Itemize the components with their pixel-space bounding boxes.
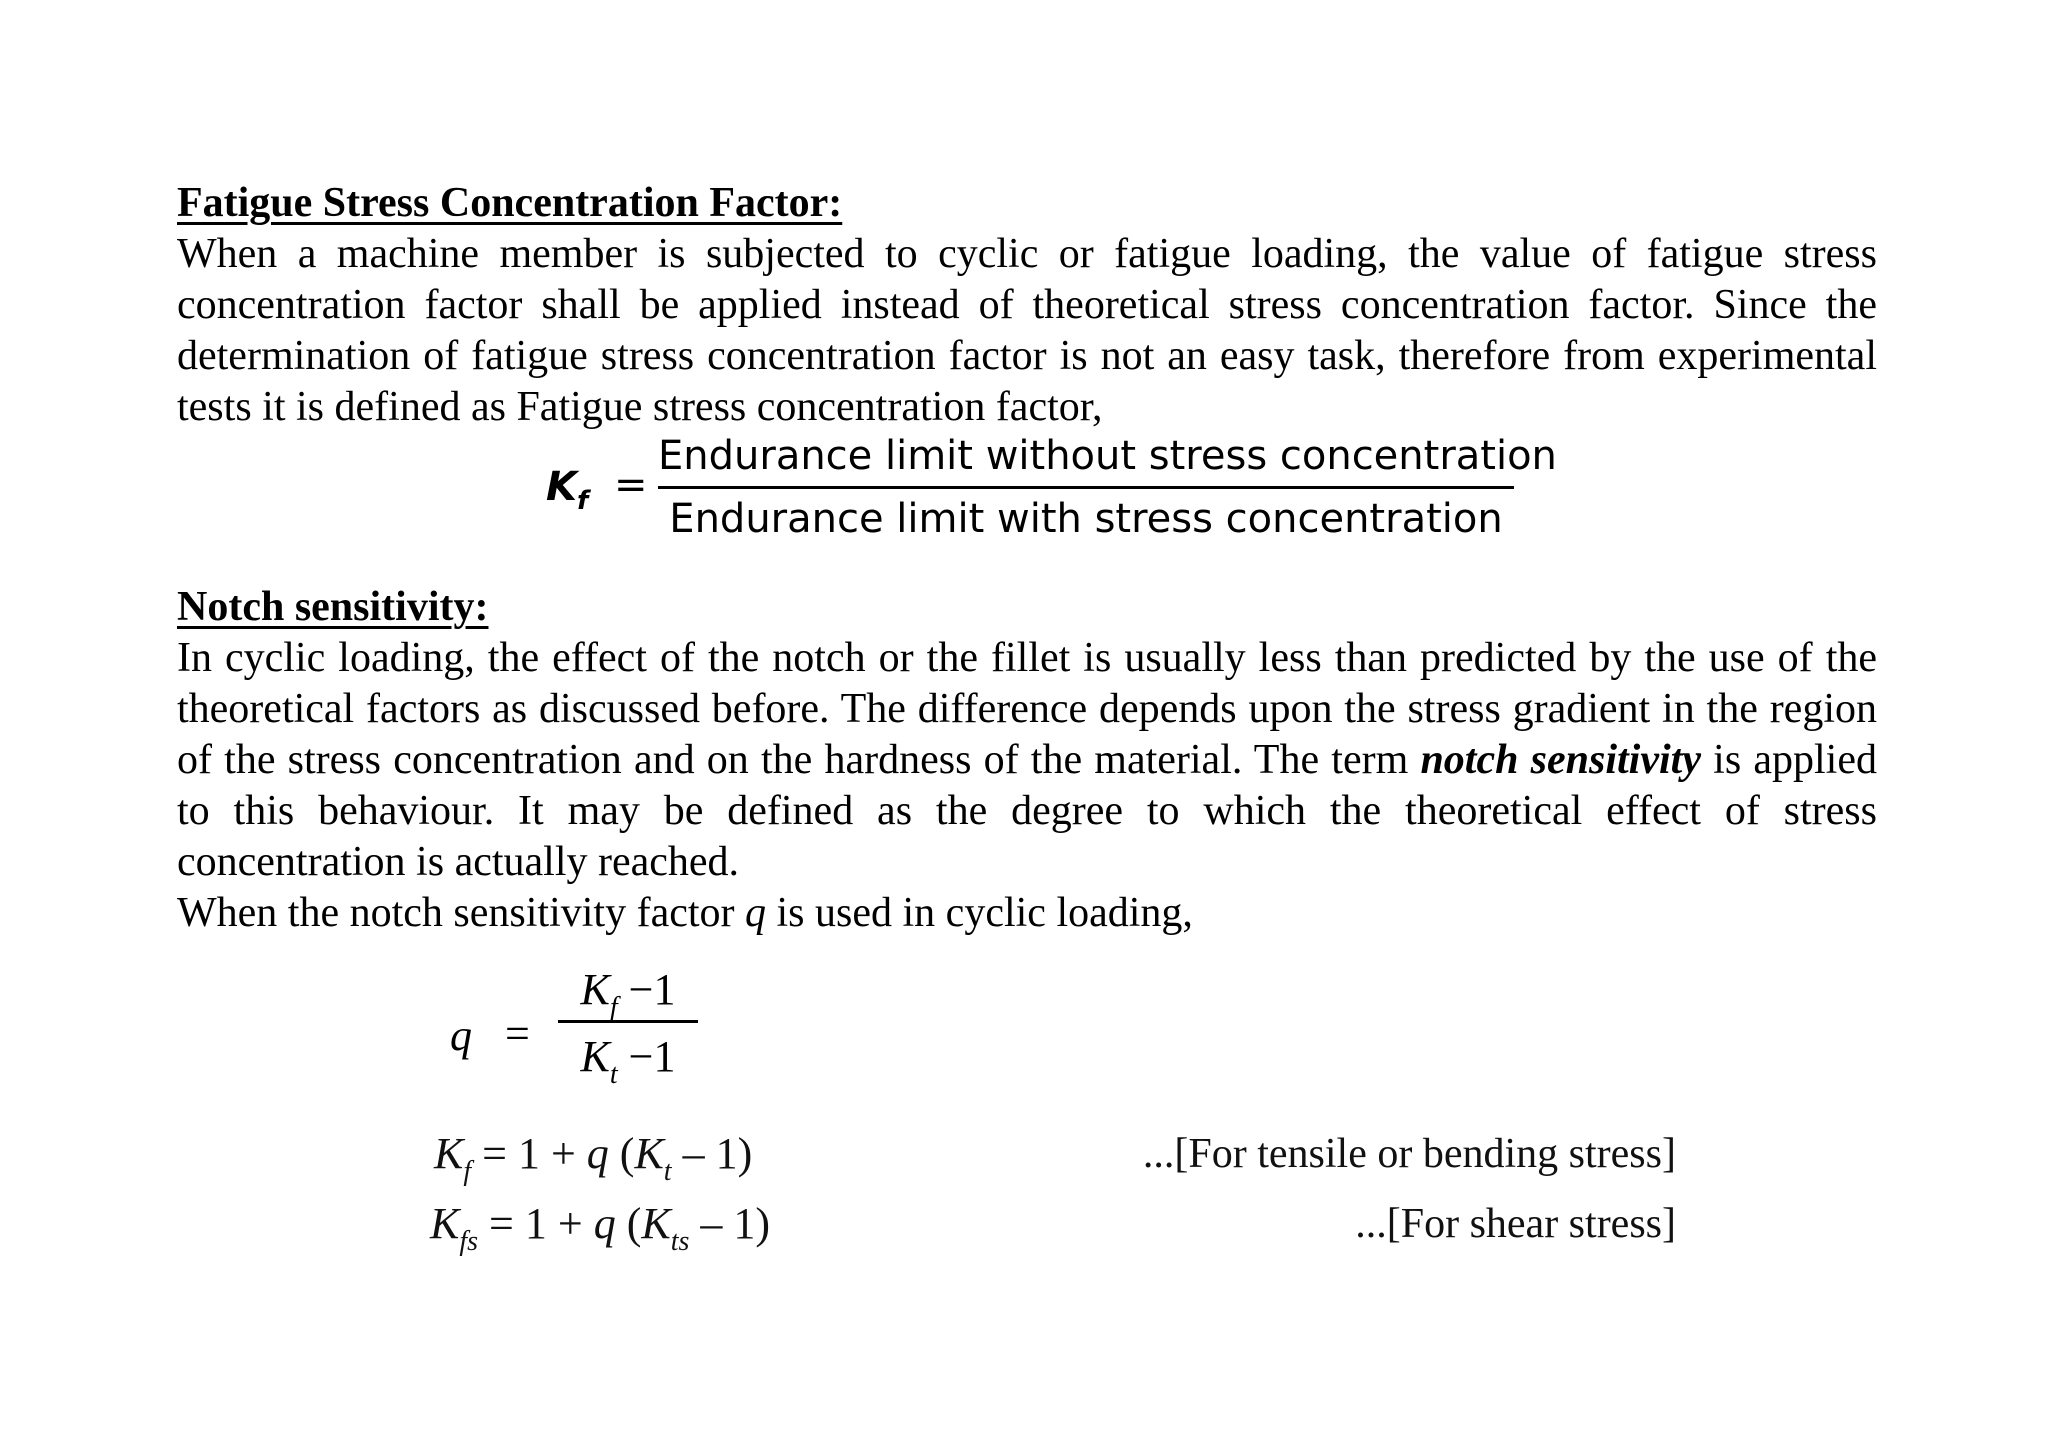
paragraph-text: When a machine member is subjected to cyclic or fatigue loading, the value of fatigue stress concentration factor shall be applied instead of theoretical stress concentration factor. Since the determination of fatigue stress concentration factor is not an easy task, therefore from experimental tests it is defined as Fatigue stress concentration factor, xyxy=(177,231,1877,430)
den-rest: −1 xyxy=(617,1032,676,1081)
rel-rhs-symbol: K xyxy=(641,1199,671,1248)
paragraph-text-part1: In cyclic loading, the effect of the notch or the fillet is usually less than predicted by the use of the theoretical factors as discussed before. The difference depends upon the stress gradient in the region of the stress concentration and on the hardness of the material. The term xyxy=(177,635,1877,783)
rel-lhs-subscript: fs xyxy=(459,1226,479,1257)
rel-rhs-prefix: = 1 + xyxy=(478,1199,594,1248)
num-rest: −1 xyxy=(617,965,676,1014)
paragraph-text-part2: is applied to this behaviour. It may be defined as the degree to which the theoretical effect of stress concentration is actually reached. xyxy=(177,737,1877,885)
rel-rhs-symbol: K xyxy=(634,1129,664,1178)
formula-kf-fraction xyxy=(658,428,1557,545)
formula-kf-denominator: Endurance limit with stress concentration xyxy=(669,496,1503,542)
note-tensile-bending: ...[For tensile or bending stress] xyxy=(1142,1131,1676,1177)
num-symbol: K xyxy=(580,965,610,1014)
paragraph-fatigue-factor xyxy=(177,229,1877,433)
paragraph-notch-sensitivity xyxy=(177,633,1877,888)
den-subscript: t xyxy=(609,1059,618,1090)
den-symbol: K xyxy=(580,1032,610,1081)
rel-rhs-prefix: = 1 + xyxy=(471,1129,587,1178)
rel-lhs-subscript: f xyxy=(463,1156,472,1187)
note-shear: ...[For shear stress] xyxy=(1355,1201,1676,1247)
kf-symbol: K xyxy=(546,464,577,510)
num-subscript: f xyxy=(609,992,618,1023)
rel-lhs-symbol: K xyxy=(434,1129,464,1178)
rel-lhs-symbol: K xyxy=(430,1199,460,1248)
formula-q-denominator xyxy=(558,1027,698,1090)
fraction-bar xyxy=(558,1020,698,1023)
rel-rhs-subscript: t xyxy=(663,1156,672,1187)
rel-rhs-close: – 1) xyxy=(671,1129,753,1178)
formula-q-equals: = xyxy=(505,1009,530,1058)
section-heading-notch-sensitivity: Notch sensitivity: xyxy=(177,584,489,630)
section-heading-fatigue-factor: Fatigue Stress Concentration Factor: xyxy=(177,180,843,226)
paragraph-text xyxy=(177,633,1877,888)
kf-subscript: f xyxy=(577,486,589,516)
intro-text-after: is used in cyclic loading, xyxy=(766,890,1193,936)
relation-kfs xyxy=(430,1198,770,1258)
formula-q-lhs: q xyxy=(450,1011,472,1060)
rel-rhs-close: – 1) xyxy=(689,1199,771,1248)
formula-kf xyxy=(546,428,1557,542)
rel-rhs-open: ( xyxy=(615,1199,642,1248)
formula-kf-numerator: Endurance limit without stress concentration xyxy=(658,433,1557,479)
rel-rhs-subscript: ts xyxy=(670,1226,690,1257)
relation-kf xyxy=(434,1128,752,1188)
formula-q xyxy=(450,960,710,1100)
formula-kf-lhs xyxy=(546,464,588,516)
emphasis-notch-sensitivity: notch sensitivity xyxy=(1420,737,1701,783)
fraction-bar xyxy=(658,486,1514,489)
rel-rhs-open: ( xyxy=(608,1129,635,1178)
formula-q-numerator xyxy=(558,960,698,1023)
rel-rhs-q: q xyxy=(593,1199,616,1248)
formula-kf-equals: = xyxy=(614,462,648,508)
intro-text-before: When the notch sensitivity factor xyxy=(177,890,746,936)
variable-q: q xyxy=(745,890,767,936)
paragraph-notch-intro xyxy=(177,888,1877,939)
formula-q-fraction xyxy=(558,960,698,1090)
rel-rhs-q: q xyxy=(586,1129,609,1178)
